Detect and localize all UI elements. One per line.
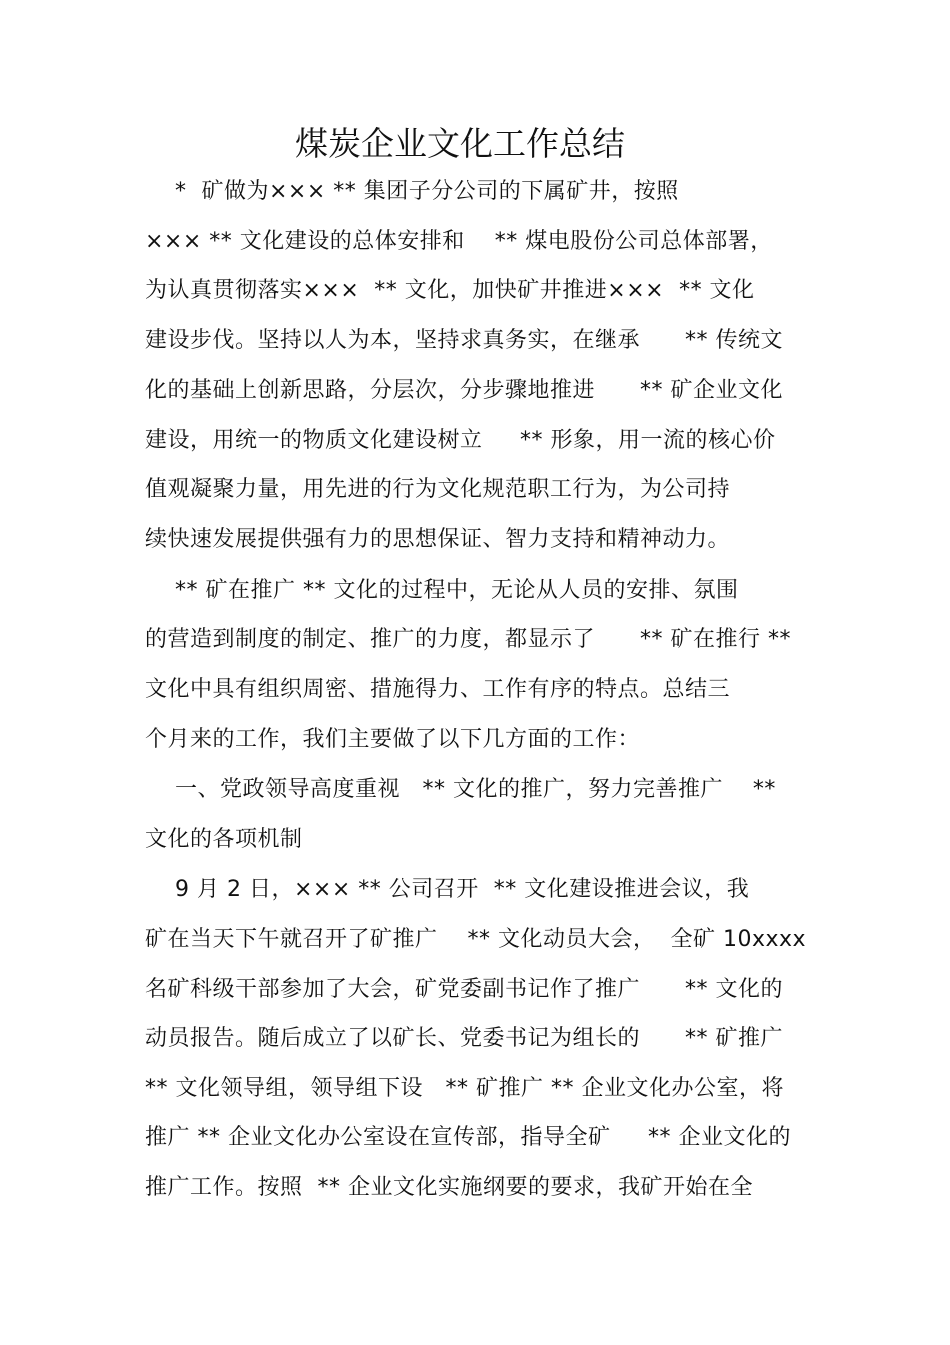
- paragraph-line: 推广工作。按照 ** 企业文化实施纲要的要求，我矿开始在全: [145, 1175, 753, 1200]
- paragraph-line: ××× ** 文化建设的总体安排和 ** 煤电股份公司总体部署，: [145, 229, 773, 254]
- paragraph-line: 文化的各项机制: [145, 827, 303, 852]
- paragraph-line: 为认真贯彻落实××× ** 文化，加快矿井推进××× ** 文化: [145, 278, 755, 303]
- paragraph-line: 建设步伐。坚持以人为本，坚持求真务实，在继承 ** 传统文: [145, 328, 783, 353]
- paragraph-line: 动员报告。随后成立了以矿长、党委书记为组长的 ** 矿推广: [145, 1026, 783, 1051]
- document-title: 煤炭企业文化工作总结: [295, 124, 625, 163]
- paragraph-line: 名矿科级干部参加了大会，矿党委副书记作了推广 ** 文化的: [145, 977, 783, 1002]
- paragraph-line: ** 矿在推广 ** 文化的过程中，无论从人员的安排、氛围: [145, 578, 739, 603]
- paragraph-line: 一、党政领导高度重视 ** 文化的推广，努力完善推广 **: [145, 777, 776, 802]
- paragraph-line: * 矿做为××× ** 集团子分公司的下属矿井，按照: [145, 179, 679, 204]
- paragraph-line: 续快速发展提供强有力的思想保证、智力支持和精神动力。: [145, 527, 731, 552]
- paragraph-line: 推广 ** 企业文化办公室设在宣传部，指导全矿 ** 企业文化的: [145, 1125, 791, 1150]
- paragraph-line: 9 月 2 日，××× ** 公司召开 ** 文化建设推进会议，我: [145, 877, 750, 902]
- paragraph-line: 个月来的工作，我们主要做了以下几方面的工作：: [145, 727, 641, 752]
- paragraph-line: 值观凝聚力量，用先进的行为文化规范职工行为，为公司持: [145, 477, 731, 502]
- paragraph-line: 矿在当天下午就召开了矿推广 ** 文化动员大会， 全矿 10xxxx: [145, 927, 807, 952]
- paragraph-line: 的营造到制度的制定、推广的力度，都显示了 ** 矿在推行 **: [145, 627, 791, 652]
- paragraph-line: 化的基础上创新思路，分层次，分步骤地推进 ** 矿企业文化: [145, 378, 783, 403]
- paragraph-line: 文化中具有组织周密、措施得力、工作有序的特点。总结三: [145, 677, 731, 702]
- paragraph-line: 建设，用统一的物质文化建设树立 ** 形象，用一流的核心价: [145, 428, 776, 453]
- paragraph-line: ** 文化领导组，领导组下设 ** 矿推广 ** 企业文化办公室，将: [145, 1076, 784, 1101]
